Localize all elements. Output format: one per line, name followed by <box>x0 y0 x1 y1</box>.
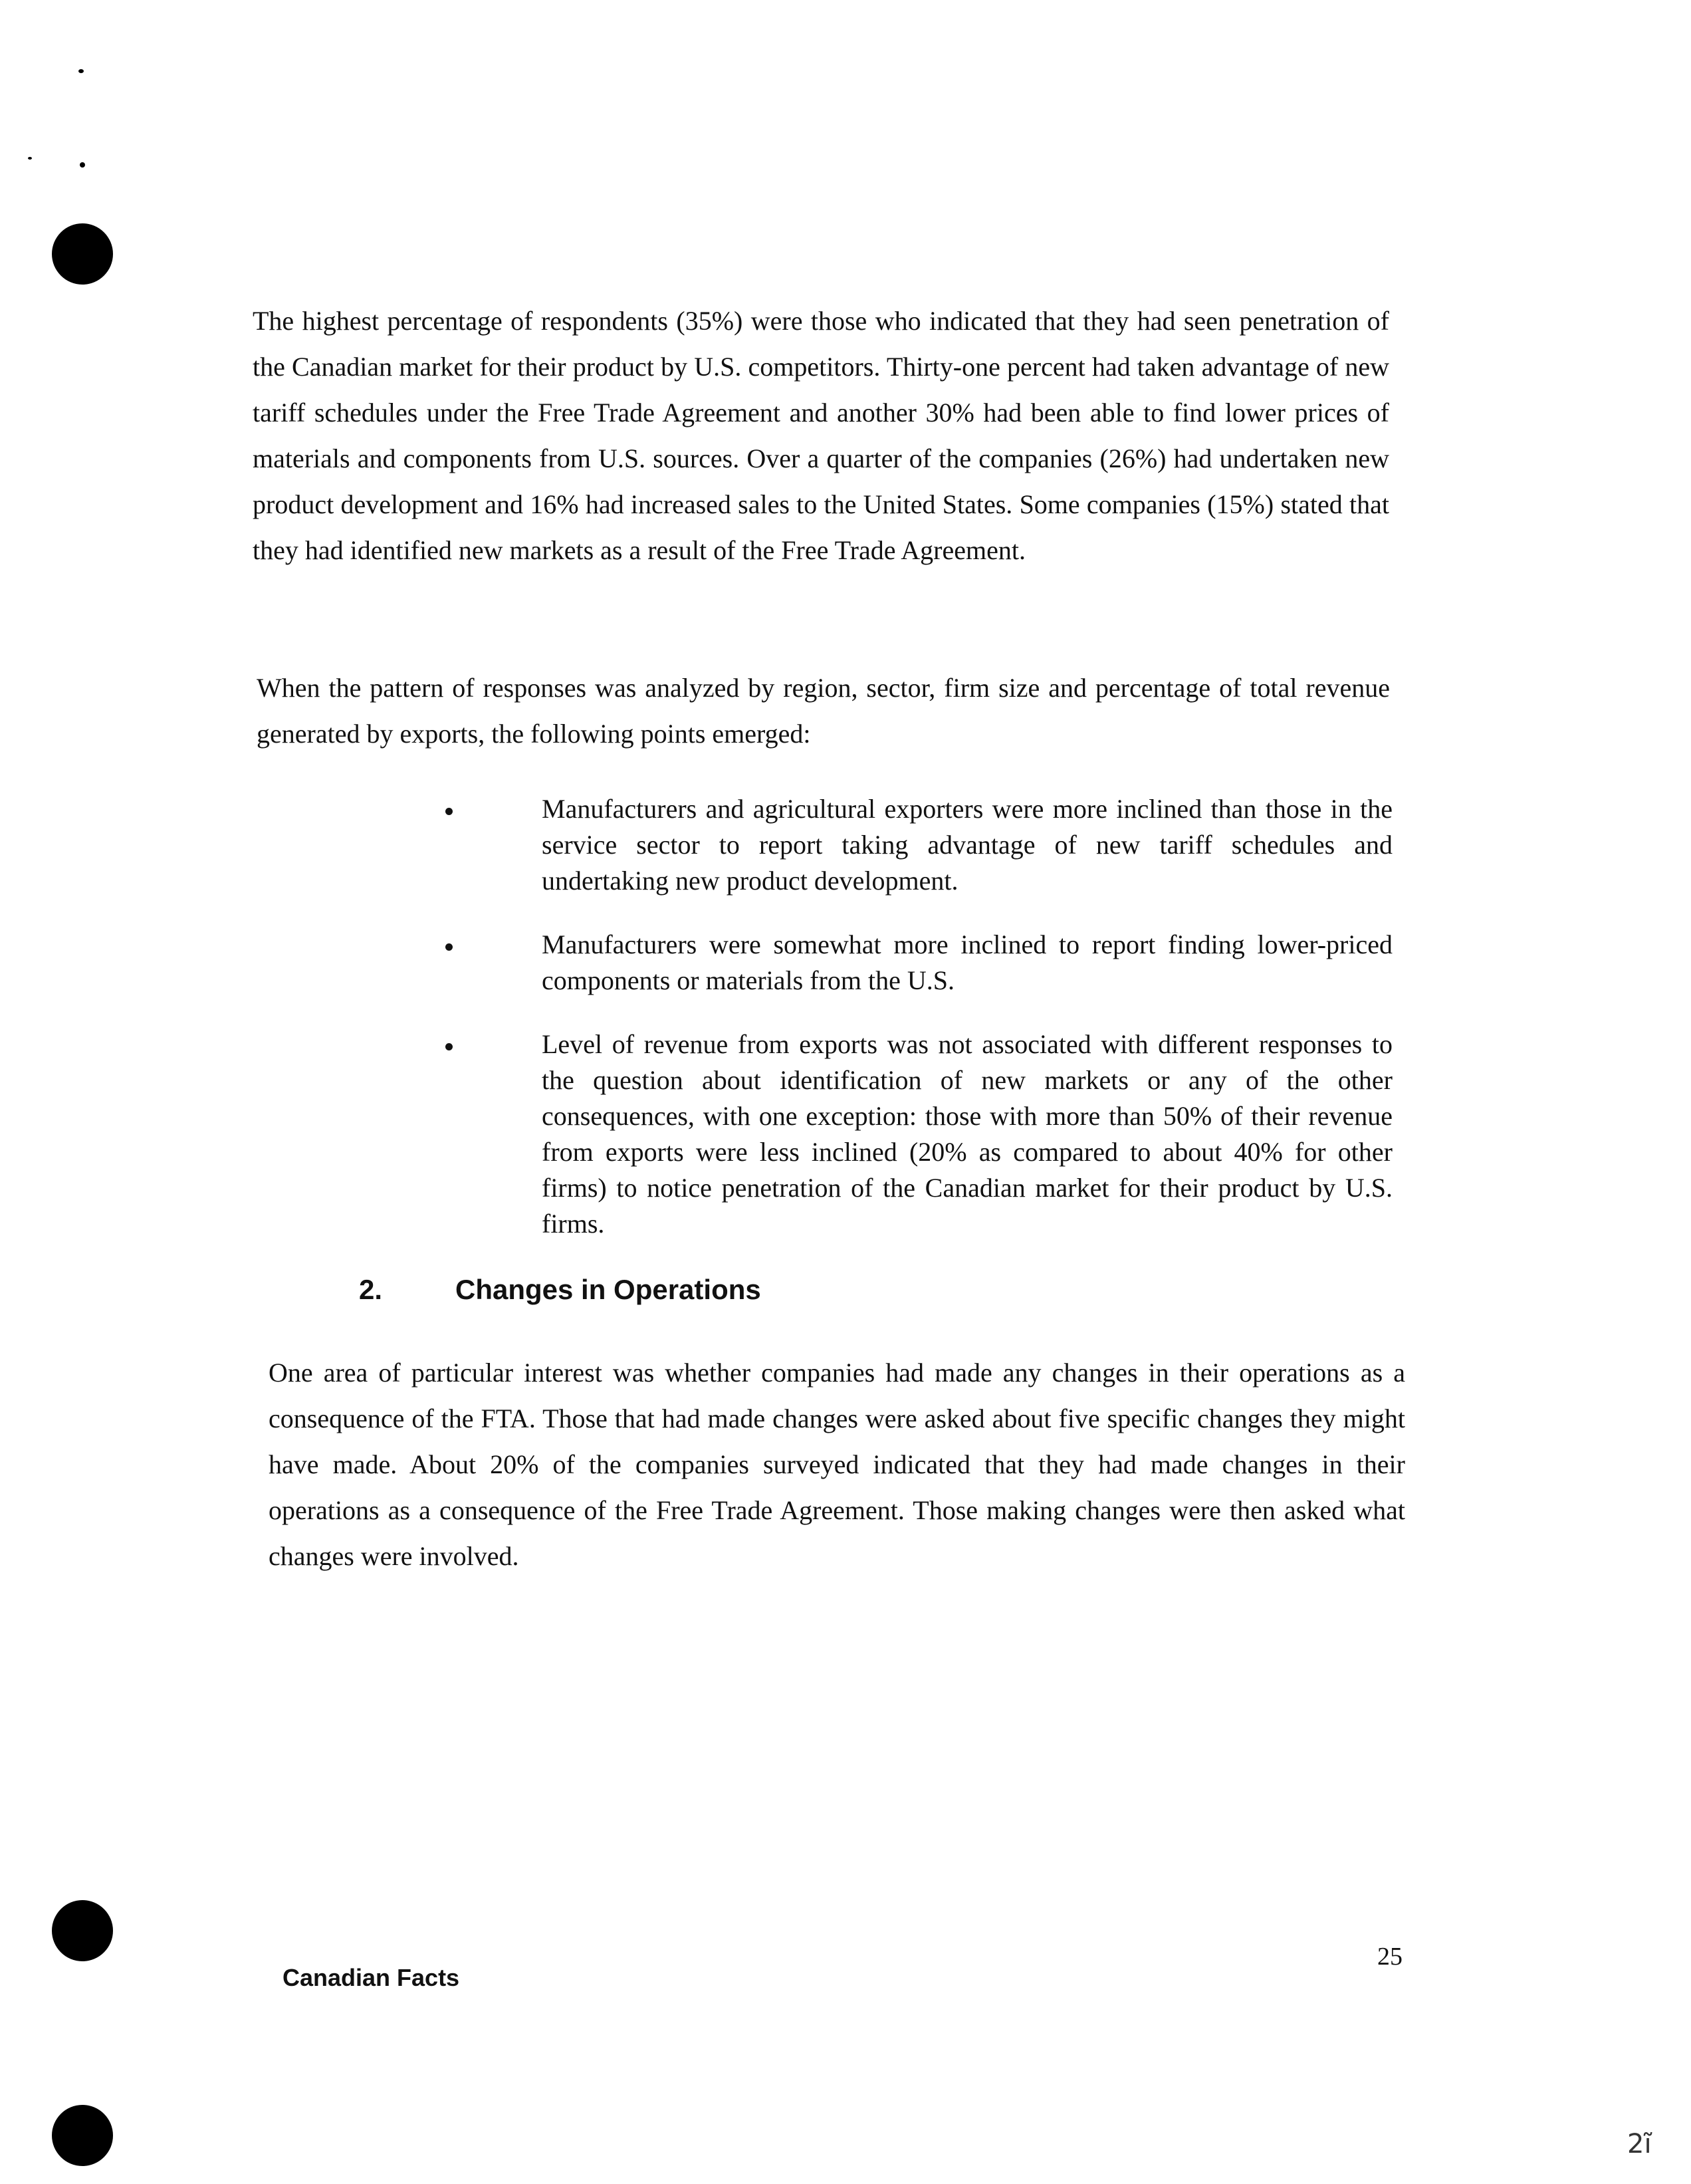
list-item <box>432 791 1393 899</box>
list-item-text: Manufacturers were somewhat more inclined to report finding lower-priced components or materials from the U.S. <box>542 929 1393 995</box>
section-number: 2. <box>359 1274 383 1305</box>
scan-speck <box>78 69 84 73</box>
bullet-icon <box>445 808 453 815</box>
intro-paragraph: The highest percentage of respondents (35%) were those who indicated that they had seen penetration of the Canadian market for their product by U.S. competitors. Thirty-one percent had taken advantage of new tariff schedules under the Free Trade Agreement and another 30% had been able to find lower prices of materials and components from U.S. sources. Over a quarter of the companies (26%) had undertaken new product development and 16% had increased sales to the United States. Some companies (15%) stated that they had identified new markets as a result of the Free Trade Agreement. <box>253 306 1389 565</box>
scan-speck <box>28 157 32 160</box>
list-item <box>432 1027 1393 1242</box>
footer-source: Canadian Facts <box>282 1964 460 1991</box>
list-item-text: Manufacturers and agricultural exporters were more inclined than those in the service sector to report taking advantage of new tariff schedules and undertaking new product development. <box>542 794 1393 896</box>
findings-list <box>432 791 1393 1270</box>
section-paragraph: One area of particular interest was whether companies had made any changes in their operations as a consequence of the FTA. Those that had made changes were asked about five specific changes they might have made. About 20% of the companies surveyed indicated that they had made changes in their operations as a consequence of the Free Trade Agreement. Those making changes were then asked what changes were involved. <box>269 1358 1405 1571</box>
binder-hole <box>52 1900 113 1961</box>
bullet-icon <box>445 1043 453 1050</box>
bullet-icon <box>445 943 453 951</box>
list-item-text: Level of revenue from exports was not associated with different responses to the question about identification of new markets or any of the other consequences, with one exception: those with more than 50% of their revenue from exports were less inclined (20% as compared to about 40% for other firms) to notice penetration of the Canadian market for their product by U.S. firms. <box>542 1029 1393 1239</box>
scan-speck <box>80 162 85 168</box>
binder-hole <box>52 223 113 285</box>
section-title: Changes in Operations <box>455 1274 761 1305</box>
binder-hole <box>52 2105 113 2166</box>
analysis-paragraph: When the pattern of responses was analyzed by region, sector, firm size and percentage of total revenue generated by exports, the following points emerged: <box>257 673 1390 749</box>
page-number: 25 <box>1377 1943 1403 1971</box>
handwritten-mark: 2ĩ <box>1627 2129 1652 2159</box>
list-item <box>432 927 1393 999</box>
section-heading <box>359 1270 761 1310</box>
